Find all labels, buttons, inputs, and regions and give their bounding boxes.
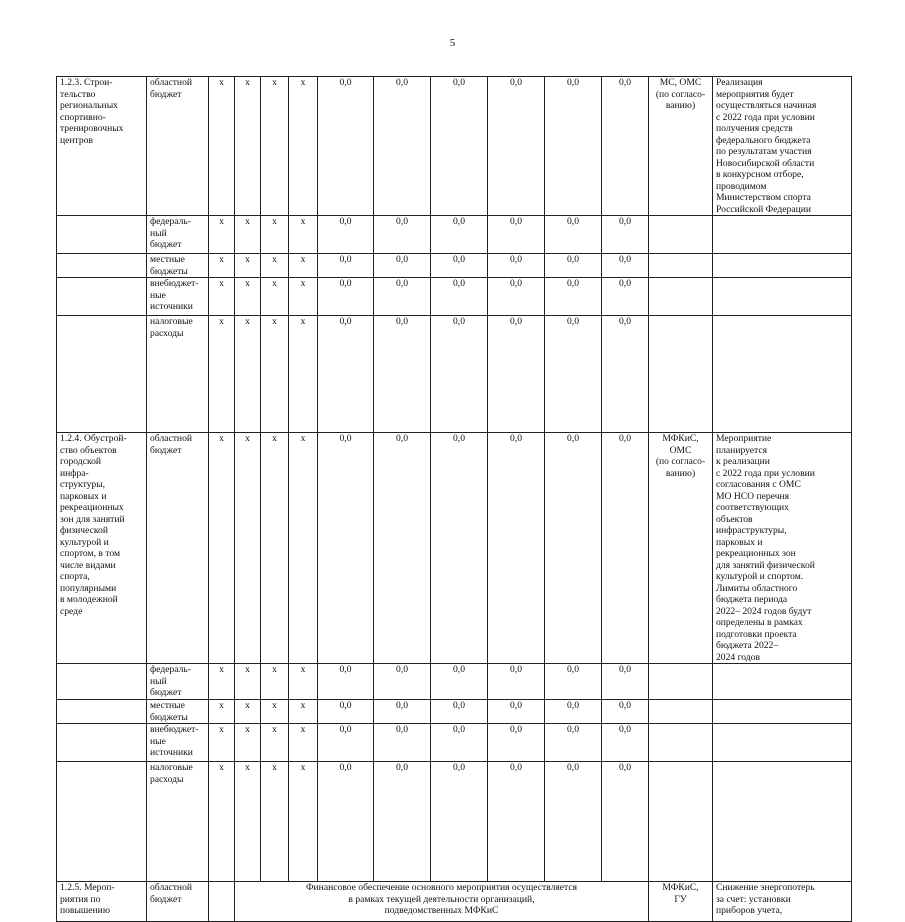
amount-cell: 0,0 — [318, 664, 374, 700]
mark-cell: x — [235, 762, 261, 882]
mark-cell: x — [261, 278, 289, 316]
amount-cell: 0,0 — [318, 278, 374, 316]
executor-cell — [649, 278, 713, 316]
amount-cell: 0,0 — [488, 762, 545, 882]
mark-cell: x — [289, 216, 318, 254]
event-title-cell — [57, 762, 147, 882]
funding-source-cell: внебюджет- ные источники — [147, 724, 209, 762]
mark-cell: x — [209, 254, 235, 278]
table-row — [57, 882, 852, 922]
mark-cell: x — [289, 316, 318, 433]
expected-result-cell — [713, 316, 852, 433]
amount-cell: 0,0 — [602, 700, 649, 724]
mark-cell: x — [235, 316, 261, 433]
amount-cell: 0,0 — [374, 433, 431, 664]
expected-result-cell: Снижение энергопотерь за счет: установки приборов учета, — [713, 882, 852, 922]
funding-source-cell: налоговые расходы — [147, 316, 209, 433]
mark-cell: x — [209, 278, 235, 316]
amount-cell: 0,0 — [318, 762, 374, 882]
amount-cell: 0,0 — [602, 254, 649, 278]
mark-cell: x — [261, 216, 289, 254]
mark-cell: x — [209, 664, 235, 700]
executor-cell — [649, 762, 713, 882]
amount-cell: 0,0 — [545, 216, 602, 254]
executor-cell: МФКиС, ГУ — [649, 882, 713, 922]
table-body — [57, 77, 852, 922]
mark-cell: x — [289, 278, 318, 316]
amount-cell: 0,0 — [431, 700, 488, 724]
empty-cell — [209, 882, 235, 922]
amount-cell: 0,0 — [488, 77, 545, 216]
mark-cell: x — [261, 724, 289, 762]
mark-cell: x — [235, 664, 261, 700]
page-number: 5 — [449, 37, 456, 49]
table-row — [57, 77, 852, 216]
mark-cell: x — [261, 664, 289, 700]
mark-cell: x — [261, 433, 289, 664]
amount-cell: 0,0 — [318, 254, 374, 278]
mark-cell: x — [289, 762, 318, 882]
table-row — [57, 700, 852, 724]
amount-cell: 0,0 — [431, 664, 488, 700]
amount-cell: 0,0 — [602, 278, 649, 316]
executor-cell: МФКиС, ОМС (по согласо- ванию) — [649, 433, 713, 664]
funding-source-cell: внебюджет- ные источники — [147, 278, 209, 316]
amount-cell: 0,0 — [431, 254, 488, 278]
amount-cell: 0,0 — [545, 77, 602, 216]
amount-cell: 0,0 — [488, 724, 545, 762]
amount-cell: 0,0 — [374, 254, 431, 278]
table-row — [57, 664, 852, 700]
amount-cell: 0,0 — [545, 700, 602, 724]
amount-cell: 0,0 — [374, 316, 431, 433]
expected-result-cell: Мероприятие планируется к реализации с 2022 года при условии согласования с ОМС МО НСО перечня соответствующих объектов инфраструктуры, парковых и рекреационных зон для занятий физической культурой и спортом. Лимиты областного бюджета периода 2022– 2024 годов будут определены в рамках подготовки проекта бюджета 2022– 2024 годов — [713, 433, 852, 664]
event-title-cell: 1.2.4. Обустрой- ство объектов городской инфра- структуры, парковых и рекреационных зон для занятий физической культурой и спортом, в том числе видами спорта, популярными в молодежной среде — [57, 433, 147, 664]
expected-result-cell: Реализация мероприятия будет осуществляться начиная с 2022 года при условии получения средств федерального бюджета по результатам участия Новосибирской области в конкурсном отборе, проводимом Министерством спорта Российской Федерации — [713, 77, 852, 216]
mark-cell: x — [235, 724, 261, 762]
amount-cell: 0,0 — [374, 700, 431, 724]
expected-result-cell — [713, 216, 852, 254]
funding-source-cell: областной бюджет — [147, 882, 209, 922]
funding-source-cell: федераль- ный бюджет — [147, 664, 209, 700]
expected-result-cell — [713, 724, 852, 762]
table-row — [57, 254, 852, 278]
mark-cell: x — [209, 77, 235, 216]
amount-cell: 0,0 — [318, 316, 374, 433]
mark-cell: x — [261, 762, 289, 882]
expected-result-cell — [713, 700, 852, 724]
event-title-cell — [57, 254, 147, 278]
mark-cell: x — [209, 216, 235, 254]
event-title-cell: 1.2.5. Мероп- риятия по повышению — [57, 882, 147, 922]
amount-cell: 0,0 — [318, 216, 374, 254]
expected-result-cell — [713, 278, 852, 316]
amount-cell: 0,0 — [374, 664, 431, 700]
amount-cell: 0,0 — [545, 278, 602, 316]
table-row — [57, 278, 852, 316]
mark-cell: x — [209, 316, 235, 433]
amount-cell: 0,0 — [488, 316, 545, 433]
amount-cell: 0,0 — [545, 433, 602, 664]
amount-cell: 0,0 — [318, 433, 374, 664]
amount-cell: 0,0 — [545, 316, 602, 433]
amount-cell: 0,0 — [602, 77, 649, 216]
amount-cell: 0,0 — [545, 762, 602, 882]
event-title-cell — [57, 216, 147, 254]
mark-cell: x — [235, 77, 261, 216]
amount-cell: 0,0 — [602, 762, 649, 882]
mark-cell: x — [235, 278, 261, 316]
amount-cell: 0,0 — [431, 316, 488, 433]
mark-cell: x — [289, 724, 318, 762]
amount-cell: 0,0 — [318, 700, 374, 724]
amount-cell: 0,0 — [602, 216, 649, 254]
executor-cell — [649, 724, 713, 762]
amount-cell: 0,0 — [431, 762, 488, 882]
event-title-cell: 1.2.3. Строи- тельство региональных спортивно- тренировочных центров — [57, 77, 147, 216]
amount-cell: 0,0 — [488, 700, 545, 724]
amount-cell: 0,0 — [545, 254, 602, 278]
event-title-cell — [57, 316, 147, 433]
mark-cell: x — [289, 664, 318, 700]
event-title-cell — [57, 664, 147, 700]
mark-cell: x — [289, 77, 318, 216]
table-row — [57, 724, 852, 762]
table-row — [57, 216, 852, 254]
mark-cell: x — [209, 433, 235, 664]
amount-cell: 0,0 — [488, 278, 545, 316]
program-table — [56, 76, 852, 922]
executor-cell — [649, 254, 713, 278]
amount-cell: 0,0 — [374, 77, 431, 216]
amount-cell: 0,0 — [602, 724, 649, 762]
mark-cell: x — [261, 254, 289, 278]
executor-cell — [649, 664, 713, 700]
table-row — [57, 762, 852, 882]
amount-cell: 0,0 — [545, 664, 602, 700]
amount-cell: 0,0 — [374, 724, 431, 762]
mark-cell: x — [289, 254, 318, 278]
expected-result-cell — [713, 762, 852, 882]
funding-source-cell: местные бюджеты — [147, 254, 209, 278]
event-title-cell — [57, 700, 147, 724]
amount-cell: 0,0 — [318, 724, 374, 762]
mark-cell: x — [289, 700, 318, 724]
amount-cell: 0,0 — [431, 724, 488, 762]
amount-cell: 0,0 — [602, 664, 649, 700]
amount-cell: 0,0 — [602, 316, 649, 433]
mark-cell: x — [261, 77, 289, 216]
executor-cell — [649, 216, 713, 254]
amount-cell: 0,0 — [374, 278, 431, 316]
table-row — [57, 433, 852, 664]
funding-source-cell: местные бюджеты — [147, 700, 209, 724]
amount-cell: 0,0 — [488, 216, 545, 254]
amount-cell: 0,0 — [431, 433, 488, 664]
mark-cell: x — [209, 724, 235, 762]
executor-cell — [649, 316, 713, 433]
mark-cell: x — [235, 216, 261, 254]
mark-cell: x — [209, 762, 235, 882]
executor-cell: МС, ОМС (по согласо- ванию) — [649, 77, 713, 216]
event-title-cell — [57, 278, 147, 316]
event-title-cell — [57, 724, 147, 762]
funding-source-cell: федераль- ный бюджет — [147, 216, 209, 254]
amount-cell: 0,0 — [431, 278, 488, 316]
funding-source-cell: налоговые расходы — [147, 762, 209, 882]
funding-source-cell: областной бюджет — [147, 433, 209, 664]
amount-cell: 0,0 — [374, 216, 431, 254]
mark-cell: x — [209, 700, 235, 724]
mark-cell: x — [261, 316, 289, 433]
mark-cell: x — [289, 433, 318, 664]
amount-cell: 0,0 — [488, 664, 545, 700]
amount-cell: 0,0 — [318, 77, 374, 216]
financing-note-cell: Финансовое обеспечение основного мероприятия осуществляется в рамках текущей деятельности организаций, подведомственных МФКиС — [235, 882, 649, 922]
table-row — [57, 316, 852, 433]
mark-cell: x — [235, 433, 261, 664]
amount-cell: 0,0 — [431, 77, 488, 216]
amount-cell: 0,0 — [602, 433, 649, 664]
mark-cell: x — [235, 700, 261, 724]
expected-result-cell — [713, 254, 852, 278]
amount-cell: 0,0 — [545, 724, 602, 762]
amount-cell: 0,0 — [488, 433, 545, 664]
amount-cell: 0,0 — [374, 762, 431, 882]
amount-cell: 0,0 — [488, 254, 545, 278]
mark-cell: x — [261, 700, 289, 724]
funding-source-cell: областной бюджет — [147, 77, 209, 216]
executor-cell — [649, 700, 713, 724]
mark-cell: x — [235, 254, 261, 278]
amount-cell: 0,0 — [431, 216, 488, 254]
expected-result-cell — [713, 664, 852, 700]
